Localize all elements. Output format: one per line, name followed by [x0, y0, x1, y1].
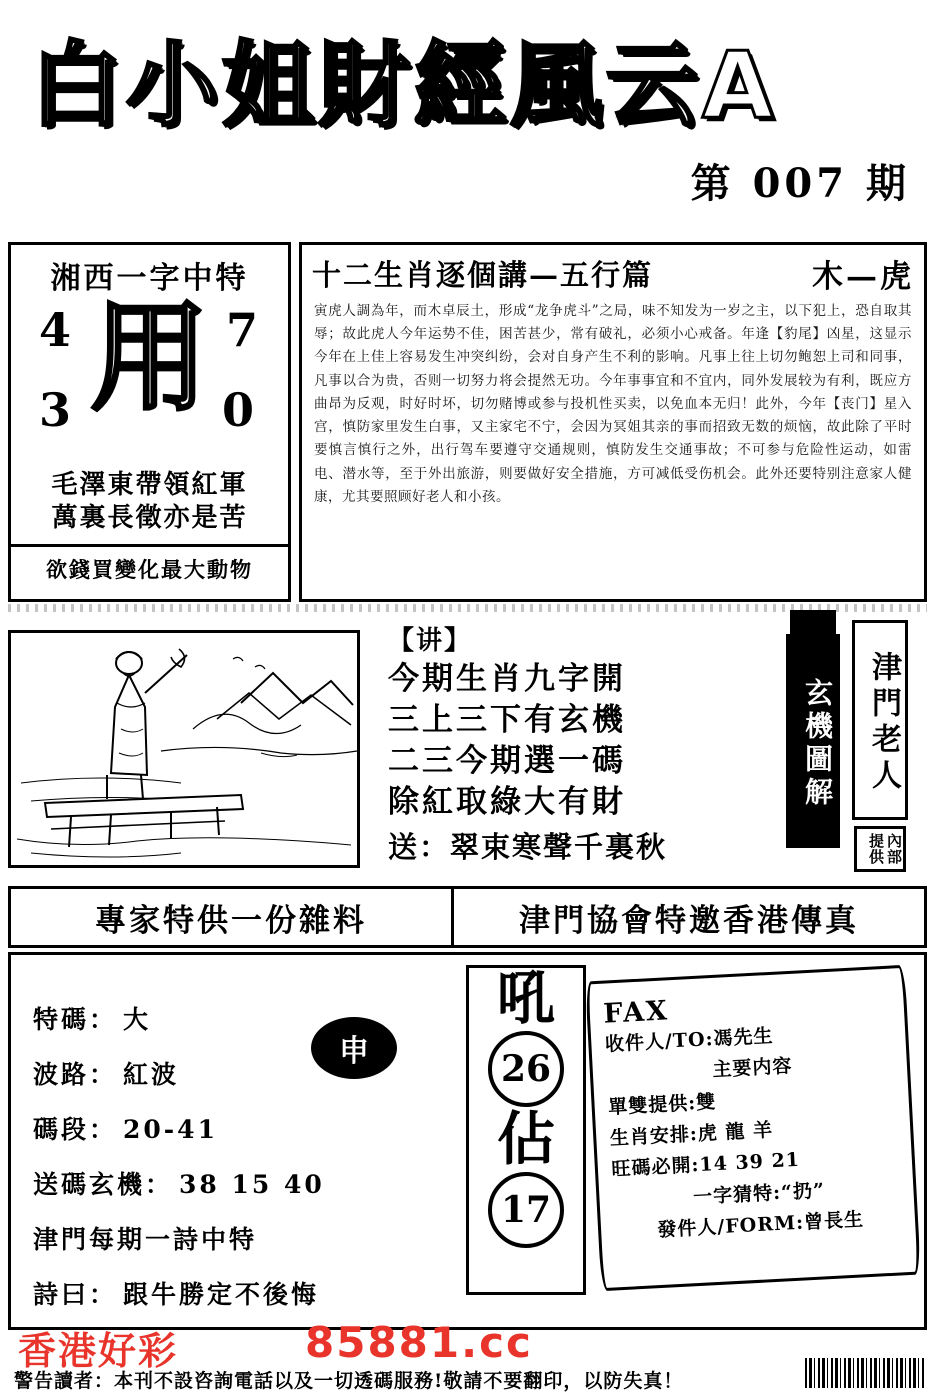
lucky-box-figure — [11, 288, 288, 469]
fax-line-1: 單雙提供:雙 — [607, 1090, 717, 1119]
fact-label: 詩曰： — [33, 1280, 118, 1309]
article-tag: 木—虎 — [812, 259, 914, 295]
illustration-row — [8, 612, 927, 884]
fact-row — [33, 1007, 463, 1032]
lucky-box-header: 湘西一字中特 — [50, 261, 249, 296]
lucky-number-top-right: 7 — [225, 303, 258, 357]
fax-to-line: 收件人/TO:馮先生 — [604, 1024, 775, 1056]
verse-line-1: 今期生肖九字開 — [388, 661, 626, 697]
label-xuanji: 玄機圖解 — [786, 634, 840, 848]
barcode-icon — [805, 1358, 925, 1388]
verse-heading: 【讲】 — [388, 626, 473, 656]
fax-subject: 主要内容 — [711, 1055, 794, 1082]
fax-from-line: 發件人/FORM:曾長生 — [656, 1208, 865, 1242]
fax-line-3: 旺碼必開:14 39 21 — [611, 1149, 801, 1181]
article-title: 十二生肖逐個講—五行篇 — [312, 258, 654, 292]
fax-content — [603, 984, 908, 1249]
fax-line-2: 生肖安排:虎 龍 羊 — [609, 1119, 774, 1150]
lucky-box-footer: 欲錢買變化最大動物 — [11, 544, 288, 589]
section-banner — [8, 886, 927, 948]
fact-row — [33, 1062, 463, 1087]
facts-list — [33, 1007, 463, 1337]
fact-label: 波路： — [33, 1060, 118, 1089]
fact-label: 津門每期一詩中特 — [33, 1225, 258, 1254]
lucky-number-bottom-left: 3 — [39, 383, 72, 437]
fax-line-4: 一字猜特:“扔” — [692, 1179, 826, 1209]
fact-label: 碼段： — [33, 1115, 118, 1144]
footer-site: 85881.cc — [305, 1318, 533, 1367]
fact-label: 送碼玄機： — [33, 1170, 174, 1199]
article-body: 寅虎人調為年，而木卓辰土，形成“龙争虎斗”之局，味不知发为一岁之主，以下犯上，恐自取其辱；故此虎人今年运势不佳，困苦甚少，常有破礼，必须小心戒备。年逢【豹尾】凶星，这显示今年在上佳上容易发生冲突纠纷，会对自身产生不利的影响。凡事上往上切勿鲍恕上司和同事，凡事以合为贵，否则一切努力将会提然无功。今年事事宜和不宜内，同外发展较为有利，既应方曲昂为反观，时好时坏，切勿赌博或参与投机性买卖，以免血本无归！此外，今年【丧门】星入宫，慎防家里发生白事，又主家宅不宁，会因为冥姐其亲的事而招致无数的烦恼，故此除了平时要慎言慎行之外，出行驾车要遵守交通规则，慎防发生交通事故；不可参与危险性运动，如雷电、潜水等，至于外出旅游，则要做好安全措施，方可减低受伤机会。此外还要特别注意家人健康，尤其要照顾好老人和小孩。 — [314, 303, 912, 505]
issue-number: 第 007 期 — [690, 160, 910, 207]
article-header — [302, 245, 924, 298]
lucky-box — [8, 242, 291, 602]
fact-label: 特碼： — [33, 1005, 118, 1034]
verse-line-2: 三上三下有玄機 — [388, 701, 626, 738]
verse-line-3: 二三今期選一碼 — [388, 742, 626, 779]
label-laoren: 津門老人 — [852, 620, 908, 820]
fact-value: 跟牛勝定不後悔 — [123, 1280, 320, 1309]
hou-panel — [466, 965, 586, 1295]
masthead — [0, 0, 935, 232]
fax-heading: FAX — [602, 995, 670, 1030]
hou-number-bottom: 17 — [488, 1172, 564, 1248]
fact-value: 紅波 — [123, 1060, 180, 1089]
fact-value: 20-41 — [123, 1115, 218, 1144]
lucky-slogan-line1: 毛澤東帶領紅軍 — [51, 470, 248, 500]
zodiac-article — [299, 242, 927, 602]
lucky-big-character: 用 — [90, 288, 209, 427]
fact-value: 大 — [123, 1005, 152, 1034]
page-title: 白小姐財經風云A — [30, 32, 778, 139]
bottom-panel — [8, 952, 927, 1330]
hou-char-bottom: 佔 — [496, 1104, 555, 1173]
fax-note — [593, 973, 913, 1283]
fact-row — [33, 1172, 463, 1197]
page-footer — [0, 1318, 935, 1392]
banner-right-text: 津門協會特邀香港傳真 — [519, 902, 859, 939]
verse-block — [388, 620, 748, 866]
oval-seal-icon: 申 — [311, 1017, 397, 1079]
illustration-picture — [8, 630, 360, 868]
fact-row — [33, 1227, 463, 1252]
banner-left-text: 專家特供一份雜料 — [95, 902, 367, 939]
fact-row — [33, 1282, 463, 1307]
hou-number-top: 26 — [488, 1031, 564, 1107]
lucky-slogan-line2: 萬裏長徵亦是苦 — [51, 502, 248, 533]
fact-row — [33, 1117, 463, 1142]
fisherman-drawing — [11, 633, 357, 865]
footer-brand: 香港好彩 — [18, 1328, 179, 1373]
label-neibu: 內部提供 — [854, 826, 906, 872]
hou-char-top: 吼 — [496, 964, 555, 1032]
verse-line-4: 除紅取綠大有財 — [388, 783, 626, 820]
lucky-number-bottom-right: 0 — [221, 383, 254, 437]
footer-warning: 警告讀者：本刊不設咨詢電話以及一切透碼服務!敬請不要翻印，以防失真！ — [14, 1370, 684, 1392]
fact-value: 38 15 40 — [179, 1170, 325, 1199]
verse-send-line: 送：翠束寒聲千裏秋 — [388, 829, 668, 864]
lucky-number-top-left: 4 — [39, 303, 72, 357]
